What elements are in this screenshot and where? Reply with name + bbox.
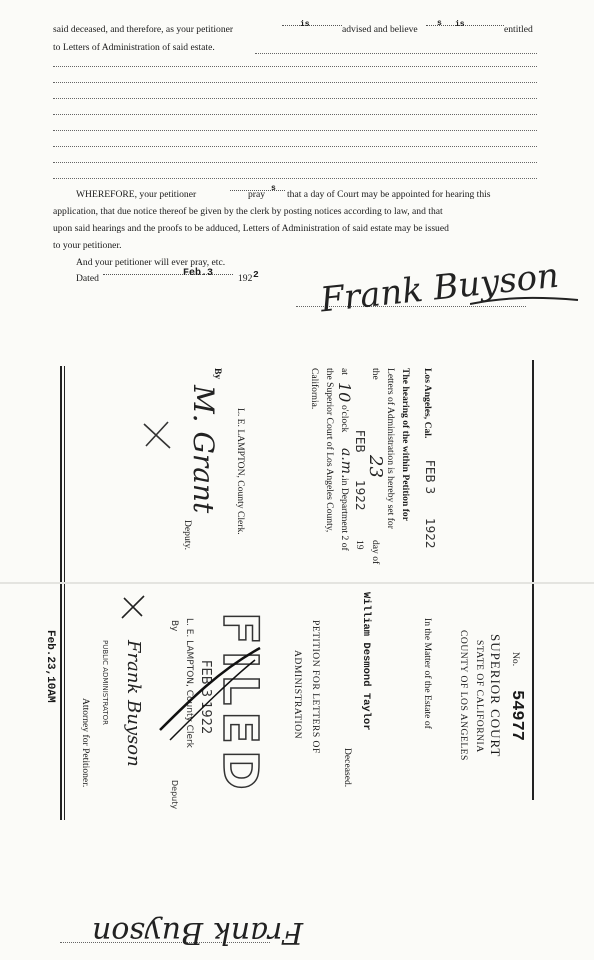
hearing-am: a.m. bbox=[338, 448, 354, 479]
dated-year: 192 bbox=[238, 273, 253, 284]
ruled-line bbox=[53, 130, 537, 131]
vertical-rule bbox=[532, 360, 534, 800]
dated-year-fill: 2 bbox=[253, 269, 259, 280]
attorney-label: Attorney for Petitioner. bbox=[80, 698, 91, 788]
text-line: the Superior Court of Los Angeles County, bbox=[324, 368, 335, 533]
case-no-label: No. bbox=[510, 652, 521, 667]
filed-by: By bbox=[169, 620, 179, 632]
deputy-label: Deputy. bbox=[182, 520, 193, 551]
text-line: to your petitioner. bbox=[53, 240, 122, 251]
ruled-line bbox=[53, 114, 537, 115]
hearing-time: 10 bbox=[335, 382, 354, 403]
handwritten-strike bbox=[150, 640, 270, 750]
order-year-stamp: 1922 bbox=[423, 518, 437, 549]
court-state: STATE OF CALIFORNIA bbox=[474, 640, 485, 753]
hearing-year: 1922 bbox=[353, 480, 367, 511]
petitioner-signature: Frank Buyson bbox=[318, 255, 561, 321]
deputy-signature: M. Grant bbox=[187, 385, 220, 514]
hearing-stamp: Feb.23,10AM bbox=[44, 630, 56, 703]
text-line: day of bbox=[370, 540, 381, 565]
bottom-signature: Frank Buyson bbox=[92, 915, 304, 950]
hearing-month: FEB bbox=[353, 430, 367, 453]
text-line: WHEREFORE, your petitioner bbox=[76, 189, 197, 200]
text-line: And your petitioner will ever pray, etc. bbox=[76, 257, 226, 268]
typed-fill: is bbox=[300, 20, 310, 29]
check-mark bbox=[140, 418, 174, 452]
text-line: to Letters of Administration of said estate. bbox=[53, 42, 215, 53]
text-line: advised and believe bbox=[342, 24, 418, 35]
filed-date: FEB 3 1922 bbox=[198, 660, 213, 735]
text-line: o'clock bbox=[339, 405, 350, 433]
petition-title: PETITION FOR LETTERS OF bbox=[310, 620, 321, 754]
typed-fill: is bbox=[455, 20, 465, 29]
filed-stamp: FILED bbox=[212, 612, 268, 796]
text-line: at bbox=[339, 368, 350, 375]
text-line: California. bbox=[309, 368, 320, 410]
ruled-line bbox=[255, 53, 537, 54]
ruled-line bbox=[53, 178, 537, 179]
decedent-name: William Desmond Taylor bbox=[360, 592, 372, 731]
attorney-signature: Frank Buyson bbox=[123, 640, 144, 767]
text-line: that a day of Court may be appointed for hearing this bbox=[287, 189, 491, 200]
order-date-stamp: FEB 3 bbox=[423, 460, 437, 495]
by-label: By bbox=[212, 368, 223, 380]
signature-flourish bbox=[470, 292, 580, 312]
ruled-line bbox=[53, 162, 537, 163]
text-line: upon said hearings and the proofs to be adduced, Letters of Administration of said estate may be issued bbox=[53, 223, 449, 234]
blank-field bbox=[282, 25, 342, 26]
text-line: in Department 2 of bbox=[339, 478, 350, 551]
typed-fill: pray bbox=[248, 189, 266, 200]
dated-value: Feb.3 bbox=[183, 268, 214, 279]
typed-fill: s bbox=[437, 19, 442, 28]
text-line: the bbox=[370, 368, 381, 380]
petition-title: ADMINISTRATION bbox=[292, 650, 303, 740]
text-line: 19 bbox=[354, 540, 365, 550]
typed-fill: s bbox=[271, 184, 276, 193]
vertical-rule bbox=[64, 366, 65, 820]
court-county: COUNTY OF LOS ANGELES bbox=[458, 630, 469, 761]
case-number: 54977 bbox=[507, 690, 526, 742]
matter-label: In the Matter of the Estate of bbox=[422, 618, 433, 729]
ruled-line bbox=[53, 66, 537, 67]
deceased-label: Deceased. bbox=[342, 748, 353, 788]
clerk-name: L. E. LAMPTON, County Clerk. bbox=[235, 408, 246, 535]
filed-clerk: L. E. LAMPTON, County Clerk bbox=[184, 618, 194, 748]
order-location: Los Angeles, Cal. bbox=[422, 368, 433, 439]
publisher-mark: PUBLIC ADMINISTRATOR bbox=[101, 640, 109, 726]
hearing-day: 23 bbox=[365, 455, 386, 478]
court-name: SUPERIOR COURT bbox=[488, 634, 503, 758]
text-line: Letters of Administration is hereby set for bbox=[385, 368, 396, 529]
text-line: entitled bbox=[504, 24, 533, 35]
vertical-rule bbox=[60, 366, 62, 820]
dated-label: Dated bbox=[76, 273, 99, 284]
text-line: The hearing of the within Petition for bbox=[400, 368, 411, 521]
fold-crease bbox=[0, 582, 594, 584]
cross-mark bbox=[118, 592, 148, 622]
text-line: application, that due notice thereof be given by the clerk by posting notices according to law, and that bbox=[53, 206, 443, 217]
filed-deputy: Deputy bbox=[170, 780, 179, 810]
ruled-line bbox=[53, 98, 537, 99]
ruled-line bbox=[53, 82, 537, 83]
ruled-line bbox=[53, 146, 537, 147]
text-line: said deceased, and therefore, as your petitioner bbox=[53, 24, 234, 35]
blank-field bbox=[103, 274, 233, 275]
